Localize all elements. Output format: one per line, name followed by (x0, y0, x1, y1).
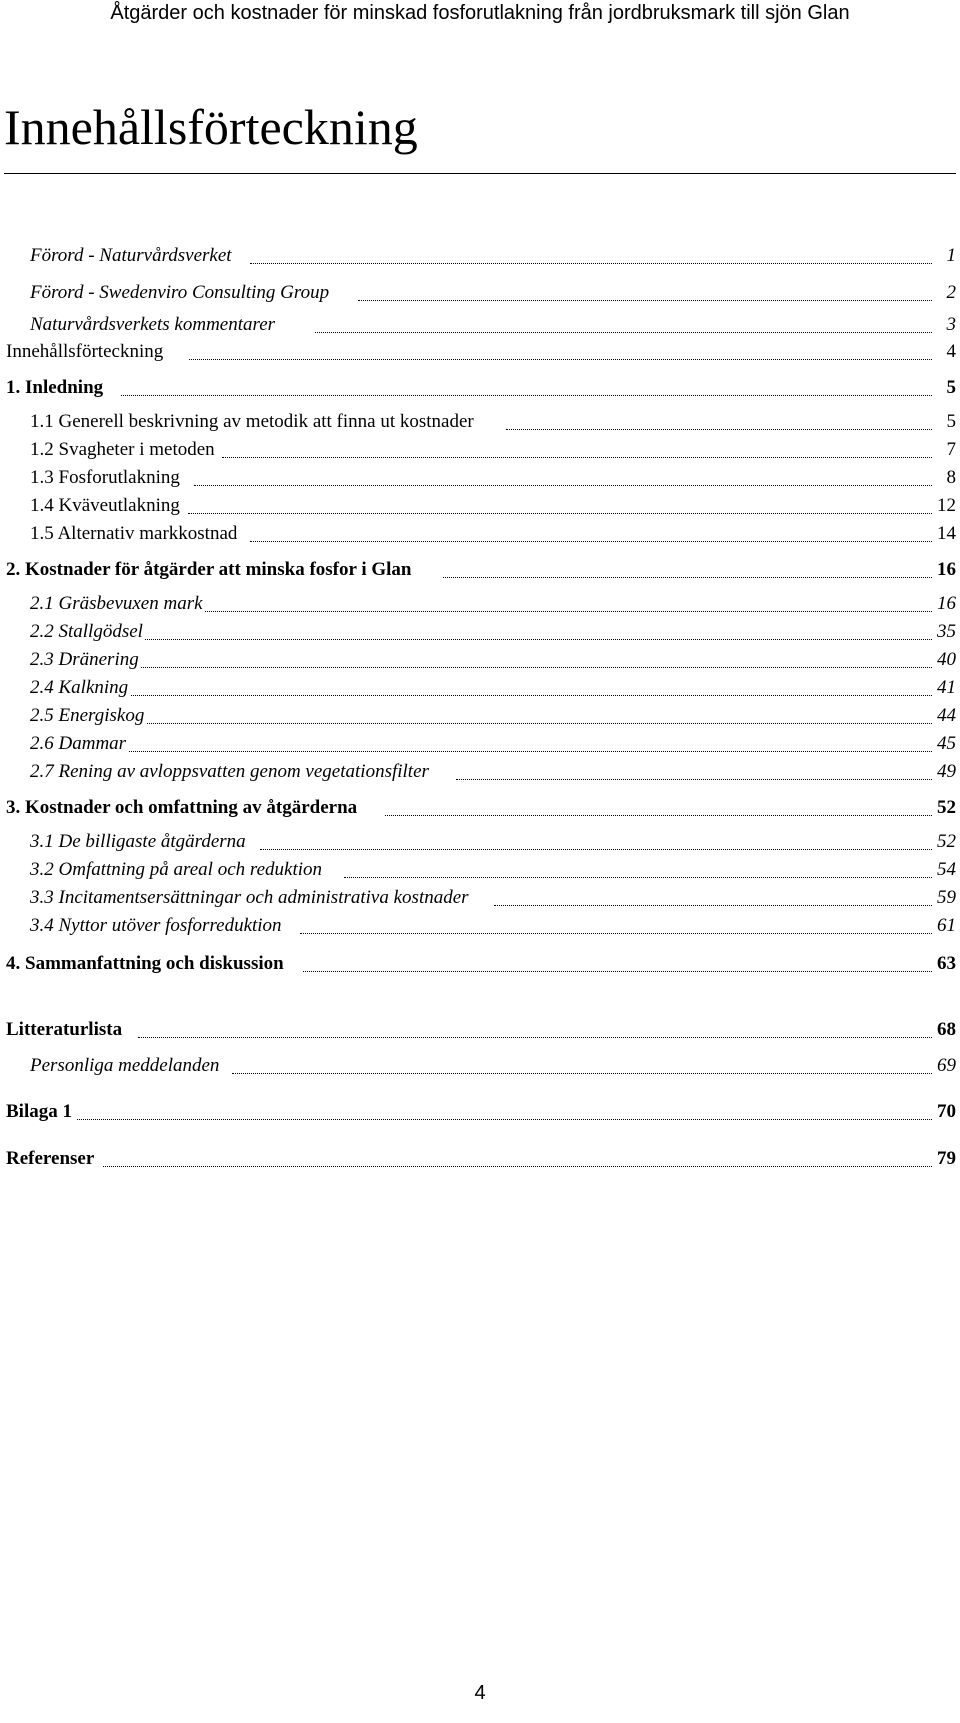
toc-entry-page: 41 (935, 675, 956, 701)
toc-entry-title: 1.4 Kväveutlakning (30, 493, 182, 519)
toc-entry-page: 63 (935, 951, 956, 977)
toc-entry-page: 70 (935, 1099, 956, 1125)
toc-entry-title: 1.1 Generell beskrivning av metodik att finna ut kostnader (30, 409, 476, 435)
toc-dot-leader (140, 639, 932, 640)
toc-dot-leader (315, 332, 932, 333)
toc-entry-page: 44 (935, 703, 956, 729)
toc-entry-page: 7 (945, 437, 957, 463)
toc-entry[interactable] (0, 731, 960, 757)
toc-entry-page: 5 (945, 375, 957, 401)
toc-entry-title: 3.3 Incitamentsersättningar och administrativa kostnader (30, 885, 471, 911)
toc-entry-title: 1.2 Svagheter i metoden (30, 437, 217, 463)
toc-entry[interactable] (0, 857, 960, 883)
toc-entry[interactable] (0, 795, 960, 821)
toc-entry-title: 1.3 Fosforutlakning (30, 465, 182, 491)
toc-entry-title: Bilaga 1 (6, 1099, 74, 1125)
toc-entry-title: 3.1 De billigaste åtgärderna (30, 829, 248, 855)
toc-entry-title: 1.5 Alternativ markkostnad (30, 521, 239, 547)
toc-entry[interactable] (0, 829, 960, 855)
toc-dot-leader (124, 751, 932, 752)
page-number: 4 (474, 1682, 486, 1704)
toc-entry[interactable] (0, 243, 960, 269)
toc-entry[interactable] (0, 1099, 960, 1125)
toc-entry-title: 2.1 Gräsbevuxen mark (30, 591, 205, 617)
toc-entry-page: 35 (935, 619, 956, 645)
toc-dot-leader (190, 611, 932, 612)
title-divider (4, 173, 956, 174)
toc-entry[interactable] (0, 521, 960, 547)
toc-entry-page: 4 (945, 339, 957, 365)
toc-dot-leader (358, 300, 932, 301)
toc-entry-page: 14 (935, 521, 956, 547)
toc-entry-title: Naturvårdsverkets kommentarer (30, 312, 277, 338)
toc-dot-leader (250, 263, 932, 264)
toc-dot-leader (456, 779, 932, 780)
toc-entry[interactable] (0, 437, 960, 463)
toc-entry[interactable] (0, 675, 960, 701)
toc-entry-page: 16 (935, 591, 956, 617)
toc-entry-title: Förord - Swedenviro Consulting Group (30, 280, 331, 306)
toc-dot-leader (494, 905, 932, 906)
toc-entry-title: 3.4 Nyttor utöver fosforreduktion (30, 913, 284, 939)
toc-dot-leader (443, 577, 932, 578)
toc-entry-page: 16 (935, 557, 956, 583)
toc-entry[interactable] (0, 759, 960, 785)
toc-entry[interactable] (0, 465, 960, 491)
toc-entry-title: 3. Kostnader och omfattning av åtgärderna (6, 795, 359, 821)
toc-dot-leader (250, 541, 932, 542)
toc-entry[interactable] (0, 647, 960, 673)
toc-dot-leader (188, 513, 932, 514)
toc-entry-page: 3 (945, 312, 957, 338)
toc-entry-title: Litteraturlista (6, 1017, 124, 1043)
toc-entry-page: 52 (935, 829, 956, 855)
toc-entry[interactable] (0, 1146, 960, 1172)
toc-dot-leader (121, 395, 932, 396)
toc-entry[interactable] (0, 951, 960, 977)
toc-entry[interactable] (0, 312, 960, 338)
toc-entry[interactable] (0, 703, 960, 729)
toc-entry-title: 1. Inledning (6, 375, 105, 401)
toc-entry[interactable] (0, 1017, 960, 1043)
toc-entry-page: 49 (935, 759, 956, 785)
running-header: Åtgärder och kostnader för minskad fosforutlakning från jordbruksmark till sjön Glan (110, 2, 850, 24)
toc-entry-page: 79 (935, 1146, 956, 1172)
toc-dot-leader (222, 457, 932, 458)
toc-entry-title: Förord - Naturvårdsverket (30, 243, 234, 269)
toc-entry-page: 45 (935, 731, 956, 757)
toc-entry-title: 4. Sammanfattning och diskussion (6, 951, 286, 977)
toc-dot-leader (135, 723, 932, 724)
toc-entry-page: 59 (935, 885, 956, 911)
toc-entry-title: 2. Kostnader för åtgärder att minska fosfor i Glan (6, 557, 414, 583)
toc-dot-leader (300, 933, 932, 934)
toc-entry-page: 68 (935, 1017, 956, 1043)
toc-entry[interactable] (0, 591, 960, 617)
toc-dot-leader (122, 695, 932, 696)
toc-entry-title: 2.4 Kalkning (30, 675, 130, 701)
toc-entry[interactable] (0, 557, 960, 583)
toc-dot-leader (385, 815, 932, 816)
toc-dot-leader (303, 971, 932, 972)
toc-dot-leader (506, 429, 932, 430)
toc-dot-leader (344, 877, 932, 878)
toc-entry-page: 8 (945, 465, 957, 491)
toc-entry-page: 61 (935, 913, 956, 939)
toc-entry[interactable] (0, 280, 960, 306)
toc-entry[interactable] (0, 913, 960, 939)
toc-entry-page: 52 (935, 795, 956, 821)
toc-dot-leader (260, 849, 932, 850)
toc-entry-page: 40 (935, 647, 956, 673)
toc-dot-leader (189, 359, 932, 360)
toc-entry[interactable] (0, 1053, 960, 1079)
toc-entry-title: Innehållsförteckning (6, 339, 165, 365)
toc-entry-title: 3.2 Omfattning på areal och reduktion (30, 857, 324, 883)
toc-entry-title: 2.5 Energiskog (30, 703, 146, 729)
toc-dot-leader (130, 667, 932, 668)
toc-entry-title: 2.7 Rening av avloppsvatten genom vegetationsfilter (30, 759, 431, 785)
toc-entry[interactable] (0, 885, 960, 911)
toc-entry[interactable] (0, 375, 960, 401)
toc-entry-page: 5 (945, 409, 957, 435)
toc-entry[interactable] (0, 339, 960, 365)
toc-dot-leader (138, 1037, 932, 1038)
toc-dot-leader (77, 1119, 932, 1120)
toc-dot-leader (194, 485, 932, 486)
toc-entry-title: 2.6 Dammar (30, 731, 128, 757)
toc-entry[interactable] (0, 493, 960, 519)
toc-entry-page: 2 (945, 280, 957, 306)
toc-dot-leader (103, 1166, 932, 1167)
toc-entry-title: Personliga meddelanden (30, 1053, 221, 1079)
toc-entry-title: Referenser (6, 1146, 96, 1172)
toc-entry[interactable] (0, 619, 960, 645)
toc-entry-title: 2.3 Dränering (30, 647, 141, 673)
page-title: Innehållsförteckning (4, 99, 418, 155)
toc-entry-page: 54 (935, 857, 956, 883)
toc-entry[interactable] (0, 409, 960, 435)
toc-entry-title: 2.2 Stallgödsel (30, 619, 145, 645)
toc-entry-page: 69 (935, 1053, 956, 1079)
toc-dot-leader (232, 1073, 932, 1074)
toc-entry-page: 12 (935, 493, 956, 519)
toc-entry-page: 1 (945, 243, 957, 269)
